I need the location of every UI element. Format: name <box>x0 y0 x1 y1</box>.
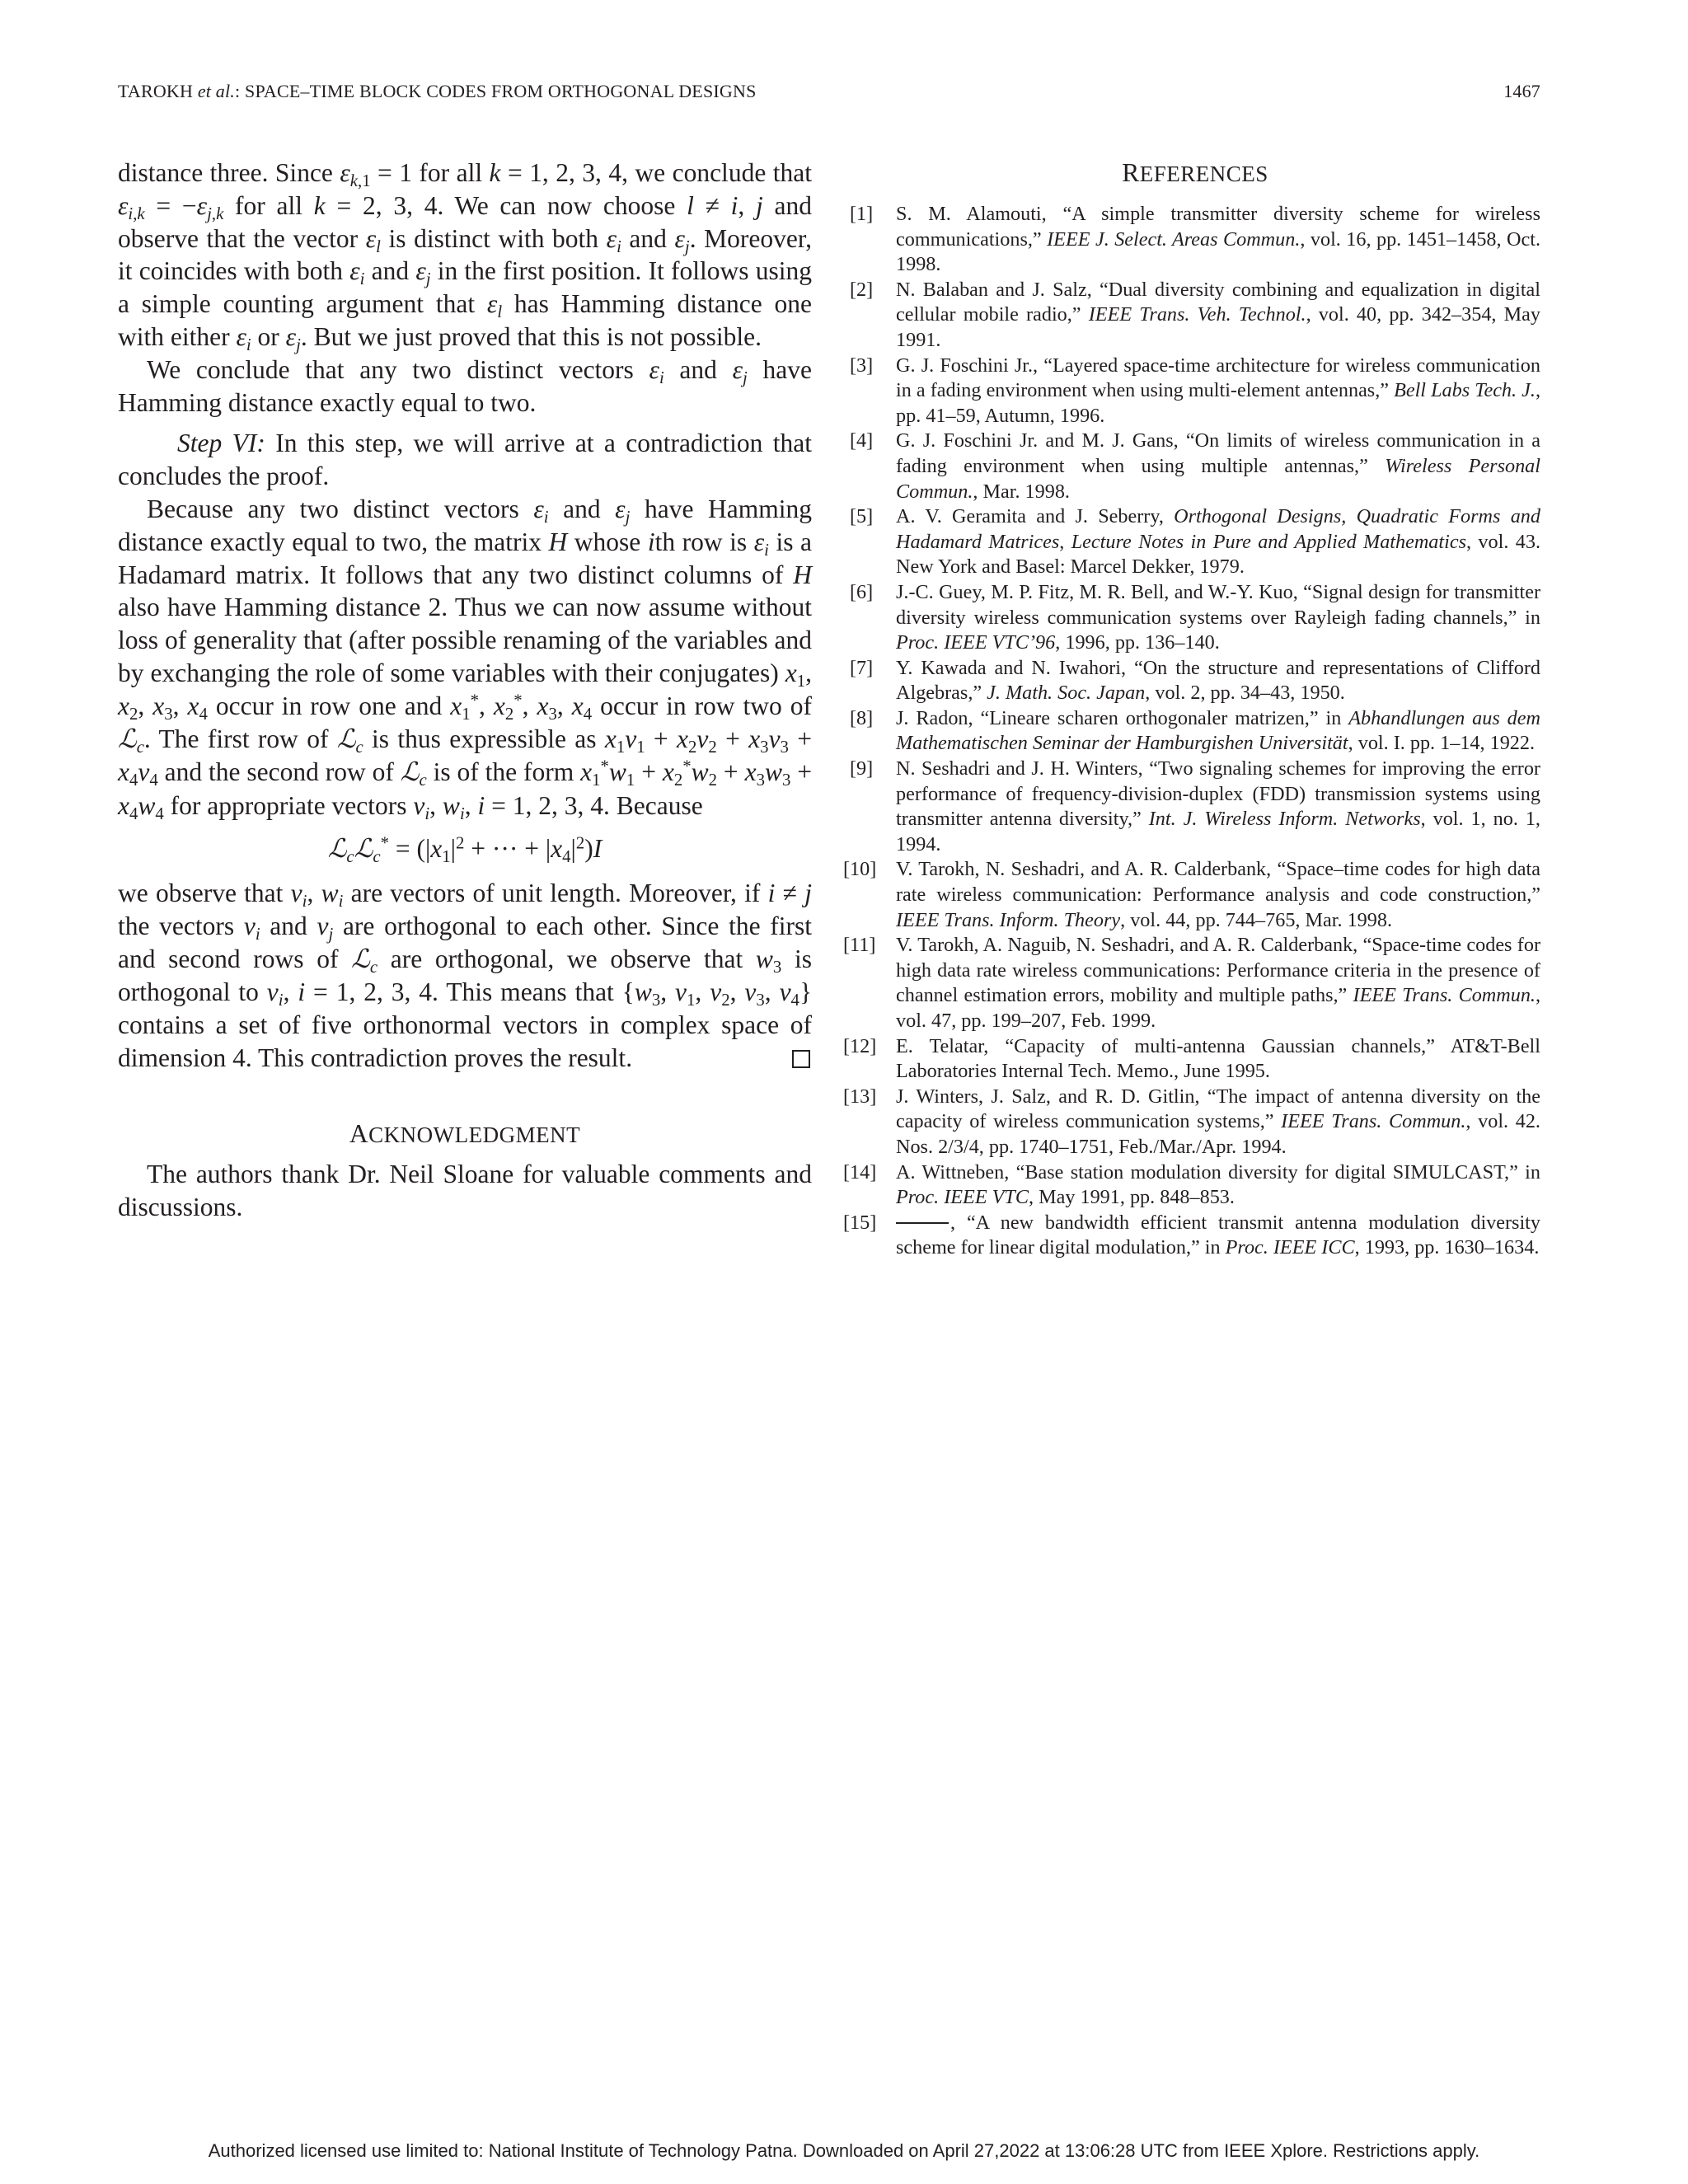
same-author-dash <box>896 1222 949 1224</box>
reference-text: J. Winters, J. Salz, and R. D. Gitlin, “The impact of antenna diversity on the capacity of wireless communication systems,” IEEE Trans. Commun., vol. 42. Nos. 2/3/4, pp. 1740–1751, Feb./Mar./Apr. 1994. <box>896 1085 1540 1158</box>
right-column <box>843 157 1541 1261</box>
running-head-title: TAROKH et al.: SPACE–TIME BLOCK CODES FROM ORTHOGONAL DESIGNS <box>118 81 757 101</box>
reference-list <box>843 202 1541 1261</box>
reference-number: [13] <box>843 1085 877 1108</box>
reference-text: S. M. Alamouti, “A simple transmitter diversity scheme for wireless communications,” IEEE J. Select. Areas Commun., vol. 16, pp. 1451–1458, Oct. 1998. <box>896 203 1540 276</box>
reference-number: [5] <box>850 505 874 528</box>
reference-number: [14] <box>843 1160 877 1183</box>
reference-text: J.-C. Guey, M. P. Fitz, M. R. Bell, and W.-Y. Kuo, “Signal design for transmitter diversity wireless communication systems over Rayleigh fading channels,” in Proc. IEEE VTC’96, 1996, pp. 136–140. <box>896 580 1540 654</box>
reference-item <box>850 202 1540 278</box>
reference-item <box>850 504 1540 580</box>
reference-item <box>850 354 1540 429</box>
reference-item <box>850 429 1540 504</box>
reference-text: V. Tarokh, A. Naguib, N. Seshadri, and A. R. Calderbank, “Space-time codes for high data rate wireless communications: Performance criteria in the presence of channel estimation errors, mobility and multiple paths,” IEEE Trans. Commun., vol. 47, pp. 199–207, Feb. 1999. <box>896 934 1541 1032</box>
reference-number: [15] <box>843 1211 877 1234</box>
reference-item <box>843 1034 1540 1085</box>
reference-number: [3] <box>850 354 874 377</box>
acknowledgment-text: The authors thank Dr. Neil Sloane for valuable comments and discussions. <box>118 1159 812 1221</box>
body-paragraph: distance three. Since $\varepsilon_{k,1} = 1$ for all k = 1, 2, 3, 4, we conclude that $\varepsilon_{i,k} = -\varepsilon_{j,k}$ for all k = 2, 3, 4. We can now choose l ≠ i, j and observe that the vector $\varepsilon_l$ is distinct with both $\varepsilon_i$ and $\varepsilon_j$. Moreover, it coincides with both $\varepsilon_i$ and $\varepsilon_j$ in the first position. It follows using a simple counting argument that $\varepsilon_l$ has Hamming distance one with either $\varepsilon_i$ or $\varepsilon_j$. But we just proved that this is not possible. <box>118 158 813 355</box>
reference-text: V. Tarokh, N. Seshadri, and A. R. Calderbank, “Space–time codes for high data rate wireless communication: Performance analysis and code construction,” IEEE Trans. Inform. Theory, vol. 44, pp. 744–765, Mar. 1998. <box>896 858 1540 931</box>
references-heading: REFERENCES <box>1122 158 1268 187</box>
reference-item <box>850 278 1540 354</box>
body-paragraph: we observe that $v_i$, $w_i$ are vectors of unit length. Moreover, if i ≠ j the vectors $v_i$ and $v_j$ are orthogonal to each other. Since the first and second rows of ℒ$_c$ are orthogonal, we observe that $w_3$ is orthogonal to $v_i$, i = 1, 2, 3, 4. This means that {$w_3$, $v_1$, $v_2$, $v_3$, $v_4$} contains a set of five orthonormal vectors in complex space of dimension 4. This contradiction proves the result. <box>118 878 813 1072</box>
reference-item <box>843 1160 1540 1211</box>
reference-number: [10] <box>843 858 877 881</box>
reference-text: J. Radon, “Lineare scharen orthogonaler matrizen,” in Abhandlungen aus dem Mathematischen Seminar der Hamburgishen Universität, vol. I. pp. 1–14, 1922. <box>896 706 1540 755</box>
reference-number: [2] <box>850 278 874 301</box>
running-head <box>118 81 1540 105</box>
reference-text: , “A new bandwidth efficient transmit antenna modulation diversity scheme for linear digital modulation,” in Proc. IEEE ICC, 1993, pp. 1630–1634. <box>896 1211 1540 1259</box>
step-paragraph: Step VI: In this step, we will arrive at a contradiction that concludes the proof. <box>118 429 813 491</box>
reference-number: [11] <box>843 934 876 957</box>
body-paragraph: Because any two distinct vectors $\varepsilon_i$ and $\varepsilon_j$ have Hamming distance exactly equal to two, the matrix H whose ith row is $\varepsilon_i$ is a Hadamard matrix. It follows that any two distinct columns of H also have Hamming distance 2. Thus we can now assume without loss of generality that (after possible renaming of the variables and by exchanging the role of some variables with their conjugates) $x_1$, $x_2$, $x_3$, $x_4$ occur in row one and $x_1^*$, $x_2^*$, $x_3$, $x_4$ occur in row two of ℒ$_c$. The first row of ℒ$_c$ is thus expressible as $x_1v_1 + x_2v_2 + x_3v_3 + x_4v_4$ and the second row of ℒ$_c$ is of the form $x_1^*w_1 + x_2^*w_2 + x_3w_3 + x_4w_4$ for appropriate vectors $v_i$, $w_i$, i = 1, 2, 3, 4. Because <box>118 494 813 824</box>
reference-text: N. Seshadri and J. H. Winters, “Two signaling schemes for improving the error performance of frequency-division-duplex (FDD) transmission systems using transmitter antenna diversity,” Int. J. Wireless Inform. Networks, vol. 1, no. 1, 1994. <box>896 757 1540 855</box>
reference-text: A. Wittneben, “Base station modulation diversity for digital SIMULCAST,” in Proc. IEEE VTC, May 1991, pp. 848–853. <box>896 1160 1540 1209</box>
reference-text: Y. Kawada and N. Iwahori, “On the structure and representations of Clifford Algebras,” J. Math. Soc. Japan, vol. 2, pp. 34–43, 1950. <box>896 656 1540 705</box>
reference-text: E. Telatar, “Capacity of multi-antenna Gaussian channels,” AT&T-Bell Laboratories Internal Tech. Memo., June 1995. <box>896 1034 1540 1083</box>
license-footer: Authorized licensed use limited to: National Institute of Technology Patna. Downloaded on April 27,2022 at 13:06:28 UTC from IEEE Xplore. Restrictions apply. <box>208 2140 1480 2161</box>
reference-item <box>850 656 1540 706</box>
reference-item <box>850 757 1540 857</box>
reference-text: A. V. Geramita and J. Seberry, Orthogonal Designs, Quadratic Forms and Hadamard Matrices, Lecture Notes in Pure and Applied Mathematics, vol. 43. New York and Basel: Marcel Dekker, 1979. <box>896 505 1540 579</box>
reference-item <box>843 933 1541 1033</box>
acknowledgment-heading: ACKNOWLEDGMENT <box>349 1118 581 1148</box>
reference-item <box>843 1085 1540 1160</box>
page-number: 1467 <box>1503 81 1540 101</box>
reference-number: [8] <box>850 706 874 729</box>
reference-item <box>843 1211 1540 1261</box>
body-paragraph: We conclude that any two distinct vectors $\varepsilon_i$ and $\varepsilon_j$ have Hamming distance exactly equal to two. <box>118 354 812 417</box>
equation: ℒ$_c$ℒ$_c$* = ($|x_1|^2$ + ··· + $|x_4|^2)I$ <box>327 833 603 867</box>
qed-square-icon <box>792 1050 810 1068</box>
reference-number: [9] <box>850 757 874 780</box>
reference-text: G. J. Foschini Jr., “Layered space-time architecture for wireless communication in a fading environment when using multi-element antennas,” Bell Labs Tech. J., pp. 41–59, Autumn, 1996. <box>896 354 1540 427</box>
reference-item <box>843 857 1540 933</box>
reference-text: N. Balaban and J. Salz, “Dual diversity combining and equalization in digital cellular mobile radio,” IEEE Trans. Veh. Technol., vol. 40, pp. 342–354, May 1991. <box>896 278 1540 351</box>
reference-number: [12] <box>843 1034 877 1057</box>
reference-number: [7] <box>850 656 874 679</box>
reference-number: [1] <box>850 203 874 225</box>
reference-number: [4] <box>850 429 874 452</box>
reference-number: [6] <box>850 580 874 603</box>
left-column <box>118 157 812 1223</box>
reference-item <box>850 706 1540 757</box>
reference-item <box>850 580 1540 656</box>
reference-text: G. J. Foschini Jr. and M. J. Gans, “On limits of wireless communication in a fading environment when using multiple antennas,” Wireless Personal Commun., Mar. 1998. <box>896 429 1540 503</box>
